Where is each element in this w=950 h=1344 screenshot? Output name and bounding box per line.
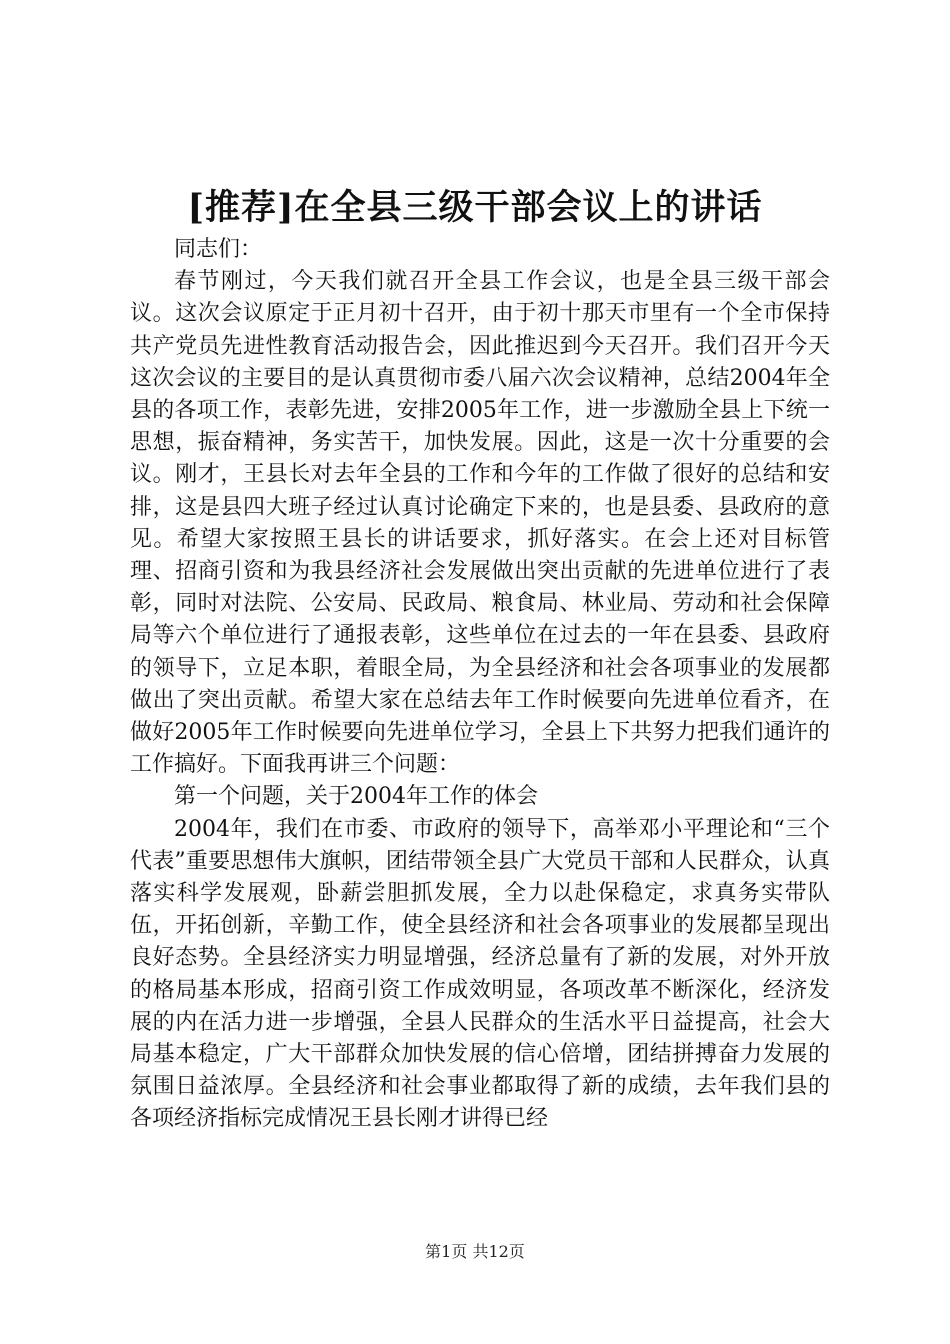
document-body (130, 234, 830, 1136)
page-number: 第1页 共12页 (425, 1242, 525, 1261)
paragraph-greeting: 同志们： (174, 237, 263, 262)
paragraph-section-body: 2004年，我们在市委、市政府的领导下，高举邓小平理论和“三个代表”重要思想伟大旗帜，团结带领全县广大党员干部和人民群众，认真落实科学发展观，卧薪尝胆抓发展，全力以赴保稳定，求真务实带队伍，开拓创新，辛勤工作，使全县经济和社会各项事业的发展都呈现出良好态势。全县经济实力明显增强，经济总量有了新的发展，对外开放的格局基本形成，招商引资工作成效明显，各项改革不断深化，经济发展的内在活力进一步增强，全县人民群众的生活水平日益提高，社会大局基本稳定，广大干部群众加快发展的信心倍增，团结拼搏奋力发展的氛围日益浓厚。全县经济和社会事业都取得了新的成绩，去年我们县的各项经济指标完成情况王县长刚才讲得已经 (130, 816, 830, 1132)
paragraph-opening: 春节刚过，今天我们就召开全县工作会议，也是全县三级干部会议。这次会议原定于正月初十召开，由于初十那天市里有一个全市保持共产党员先进性教育活动报告会，因此推迟到今天召开。我们召开今天这次会议的主要目的是认真贯彻市委八届六次会议精神，总结2004年全县的各项工作，表彰先进，安排2005年工作，进一步激励全县上下统一思想，振奋精神，务实苦干，加快发展。因此，这是一次十分重要的会议。刚才，王县长对去年全县的工作和今年的工作做了很好的总结和安排，这是县四大班子经过认真讨论确定下来的，也是县委、县政府的意见。希望大家按照王县长的讲话要求，抓好落实。在会上还对目标管理、招商引资和为我县经济社会发展做出突出贡献的先进单位进行了表彰，同时对法院、公安局、民政局、粮食局、林业局、劳动和社会保障局等六个单位进行了通报表彰，这些单位在过去的一年在县委、县政府的领导下，立足本职，着眼全局，为全县经济和社会各项事业的发展都做出了突出贡献。希望大家在总结去年工作时候要向先进单位看齐，在做好2005年工作时候要向先进单位学习，全县上下共努力把我们通许的工作搞好。下面我再讲三个问题： (130, 269, 830, 778)
document-title: [推荐]在全县三级干部会议上的讲话 (187, 187, 763, 228)
paragraph-section-heading: 第一个问题，关于2004年工作的体会 (174, 784, 538, 810)
